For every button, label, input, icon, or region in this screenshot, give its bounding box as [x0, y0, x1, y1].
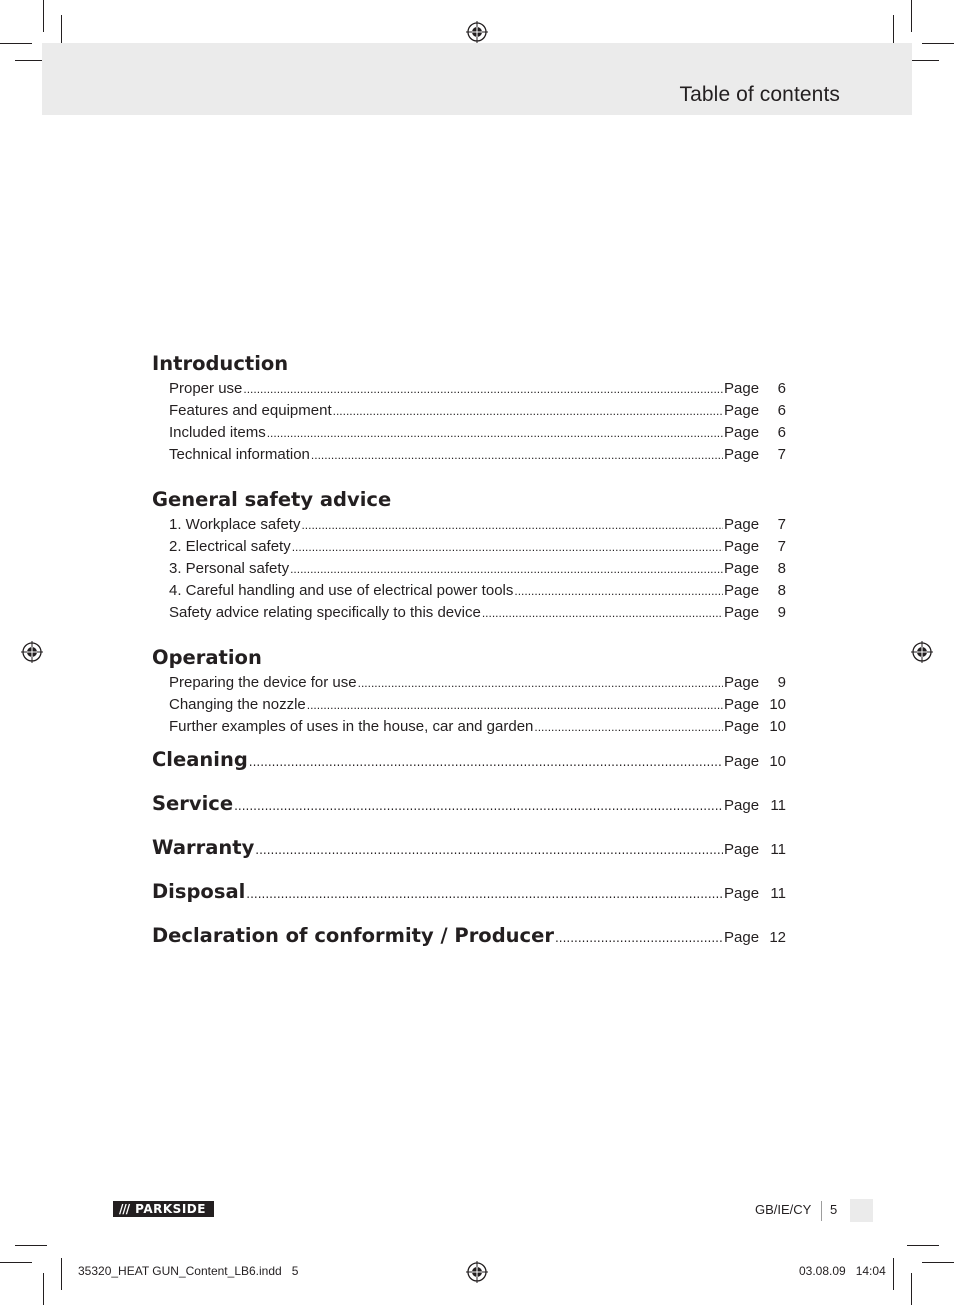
page-number: 11 — [770, 797, 786, 814]
crop-mark — [911, 1273, 912, 1305]
dot-leader — [514, 580, 723, 602]
crop-mark — [893, 1258, 894, 1290]
footer-page-number: 5 — [830, 1202, 838, 1217]
entry-label: 2. Electrical safety — [169, 538, 291, 555]
crop-mark — [922, 43, 954, 44]
page-word: Page — [724, 582, 760, 599]
page-word: Page — [724, 604, 760, 621]
registration-mark-icon — [21, 641, 43, 663]
page-word: Page — [724, 841, 760, 858]
registration-mark-icon — [911, 641, 933, 663]
dot-leader — [246, 871, 723, 916]
page-word: Page — [724, 718, 760, 735]
toc-entry-declaration[interactable] — [152, 914, 786, 958]
toc-entry-cleaning[interactable] — [152, 738, 786, 782]
entry-label: Proper use — [169, 380, 243, 397]
page-number: 8 — [777, 582, 786, 599]
page-title: Table of contents — [679, 83, 840, 106]
entry-label: Cleaning — [152, 748, 248, 771]
entry-label: Disposal — [152, 880, 246, 903]
crop-mark — [61, 1258, 62, 1290]
dot-leader — [234, 783, 723, 828]
header-band — [42, 43, 912, 115]
toc-section-general-safety-advice — [152, 486, 786, 624]
page-tab — [850, 1199, 873, 1222]
crop-mark — [911, 0, 912, 32]
page-word: Page — [724, 538, 760, 555]
toc-entry[interactable] — [152, 580, 786, 602]
logo-wordmark: PARKSIDE — [135, 1202, 206, 1216]
dot-leader — [255, 827, 723, 872]
page-word: Page — [724, 929, 760, 946]
registration-mark-icon — [466, 1261, 488, 1283]
toc-entry[interactable] — [152, 422, 786, 444]
crop-mark — [907, 1245, 939, 1246]
toc-entry[interactable] — [152, 602, 786, 624]
toc-section-introduction — [152, 350, 786, 466]
dot-leader — [307, 694, 723, 716]
section-heading[interactable]: Introduction — [152, 352, 289, 375]
dot-leader — [333, 400, 723, 422]
slug-datetime: 03.08.09 14:04 — [799, 1264, 886, 1278]
page-number: 9 — [777, 674, 786, 691]
entry-label: Further examples of uses in the house, car and garden — [169, 718, 534, 735]
entry-label: Included items — [169, 424, 266, 441]
page-number: 6 — [777, 402, 786, 419]
page-number: 7 — [777, 538, 786, 555]
crop-mark — [43, 0, 44, 32]
crop-mark — [43, 1273, 44, 1305]
page-word: Page — [724, 516, 760, 533]
page-word: Page — [724, 885, 760, 902]
page-word: Page — [724, 560, 760, 577]
page-number: 10 — [769, 718, 786, 735]
entry-label: Features and equipment — [169, 402, 332, 419]
toc-entry-warranty[interactable] — [152, 826, 786, 870]
dot-leader — [534, 716, 723, 738]
entry-label: Technical information — [169, 446, 310, 463]
dot-leader — [555, 915, 723, 960]
dot-leader — [301, 514, 723, 536]
toc-entry-disposal[interactable] — [152, 870, 786, 914]
page-number: 6 — [777, 380, 786, 397]
dot-leader — [358, 672, 723, 694]
toc-entry[interactable] — [152, 400, 786, 422]
logo-slashes: /// — [119, 1202, 130, 1216]
toc-entry[interactable] — [152, 536, 786, 558]
parkside-logo — [113, 1201, 214, 1217]
page-number: 12 — [769, 929, 786, 946]
section-heading[interactable]: General safety advice — [152, 488, 392, 511]
toc-entry[interactable] — [152, 716, 786, 738]
dot-leader — [249, 739, 723, 784]
page-number: 7 — [777, 446, 786, 463]
page-word: Page — [724, 753, 760, 770]
page-number: 7 — [777, 516, 786, 533]
registration-mark-icon — [466, 21, 488, 43]
entry-label: 4. Careful handling and use of electrical power tools — [169, 582, 514, 599]
toc-entry[interactable] — [152, 444, 786, 466]
crop-mark — [0, 1262, 32, 1263]
crop-mark — [0, 43, 32, 44]
crop-mark — [922, 1262, 954, 1263]
dot-leader — [482, 602, 723, 624]
entry-label: Changing the nozzle — [169, 696, 306, 713]
toc-entry[interactable] — [152, 378, 786, 400]
page-number: 11 — [770, 841, 786, 858]
page-word: Page — [724, 674, 760, 691]
page-word: Page — [724, 446, 760, 463]
slug-file-info: 35320_HEAT GUN_Content_LB6.indd 5 — [78, 1264, 299, 1278]
page-word: Page — [724, 402, 760, 419]
toc-entry[interactable] — [152, 558, 786, 580]
page-word: Page — [724, 380, 760, 397]
toc-entry[interactable] — [152, 514, 786, 536]
entry-label: Preparing the device for use — [169, 674, 357, 691]
crop-mark — [15, 1245, 47, 1246]
page-number: 8 — [777, 560, 786, 577]
dot-leader — [292, 536, 723, 558]
toc-entry[interactable] — [152, 694, 786, 716]
footer-divider — [821, 1201, 822, 1221]
table-of-contents — [152, 350, 786, 958]
dot-leader — [267, 422, 723, 444]
dot-leader — [243, 378, 723, 400]
entry-label: 1. Workplace safety — [169, 516, 301, 533]
page-number: 10 — [769, 753, 786, 770]
entry-label: Declaration of conformity / Producer — [152, 924, 554, 947]
toc-entry[interactable] — [152, 672, 786, 694]
page-word: Page — [724, 424, 760, 441]
entry-label: Service — [152, 792, 234, 815]
entry-label: Safety advice relating specifically to this device — [169, 604, 481, 621]
entry-label: 3. Personal safety — [169, 560, 290, 577]
entry-label: Warranty — [152, 836, 255, 859]
section-heading[interactable]: Operation — [152, 646, 262, 669]
page-word: Page — [724, 797, 760, 814]
page-number: 10 — [769, 696, 786, 713]
dot-leader — [290, 558, 723, 580]
dot-leader — [311, 444, 723, 466]
toc-entry-service[interactable] — [152, 782, 786, 826]
page-word: Page — [724, 696, 760, 713]
page-number: 11 — [770, 885, 786, 902]
country-codes: GB/IE/CY — [755, 1202, 812, 1217]
toc-section-operation — [152, 644, 786, 738]
page-number: 9 — [777, 604, 786, 621]
page-number: 6 — [777, 424, 786, 441]
